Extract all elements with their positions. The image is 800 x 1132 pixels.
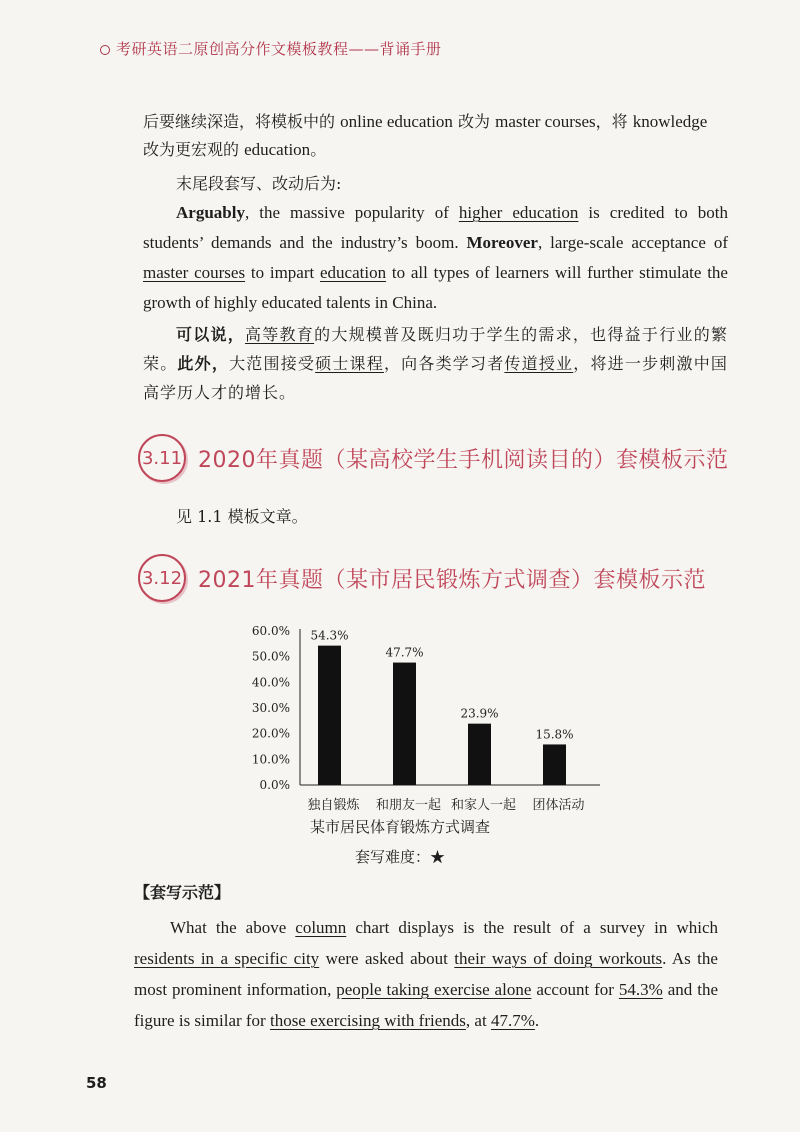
bullet-circle-icon — [100, 45, 110, 55]
underlined-phrase: 54.3% — [618, 980, 663, 999]
underlined-phrase: 传道授业 — [504, 354, 574, 373]
text: . — [534, 1011, 540, 1030]
text: were asked about — [319, 949, 455, 968]
sample-paragraph — [134, 912, 718, 1036]
section-number-badge: 3.12 — [138, 554, 186, 602]
keyword: Arguably — [176, 203, 245, 222]
ending-label: 末尾段套写、改动后为: — [176, 174, 342, 193]
sample-label: 【套写示范】 — [134, 883, 231, 902]
x-tick-label: 和家人一起 — [450, 798, 517, 813]
y-tick-label: 60.0% — [251, 624, 290, 638]
underlined-phrase: column — [295, 918, 347, 937]
text: ，将进一步刺激中国高学历人才的增长。 — [143, 354, 728, 402]
text: What the above — [170, 918, 296, 937]
intro-text: 改为更宏观的 — [143, 140, 245, 159]
y-tick-label: 30.0% — [251, 701, 290, 715]
bar-chart-svg — [240, 620, 610, 820]
underlined-phrase: those exercising with friends — [269, 1011, 466, 1030]
bar — [393, 663, 416, 785]
text: to all types of learners will further stimulate the growth of highly educated talents in China. — [143, 263, 728, 312]
intro-term: education — [244, 140, 311, 159]
section-title: 2021年真题（某市居民锻炼方式调查）套模板示范 — [198, 567, 706, 593]
bar — [543, 744, 566, 785]
underlined-phrase: 47.7% — [490, 1011, 535, 1030]
text: 的大规模普及既归功于学生的需求，也得益于行业的繁荣。 — [143, 325, 728, 373]
data-label: 23.9% — [460, 706, 499, 721]
intro-term: knowledge — [632, 112, 708, 131]
underlined-phrase: people taking exercise alone — [336, 980, 532, 999]
section-heading-3-12 — [138, 552, 706, 604]
text: . As the most prominent information, — [134, 949, 718, 999]
bar — [468, 724, 491, 785]
y-tick-label: 0.0% — [259, 778, 290, 792]
x-tick-label: 和朋友一起 — [375, 798, 442, 813]
page-number: 58 — [86, 1074, 107, 1092]
bar — [318, 646, 341, 785]
intro-text: ，将 — [595, 112, 633, 131]
x-tick-label: 独自锻炼 — [307, 798, 360, 813]
intro-paragraph — [143, 108, 728, 164]
intro-term: master courses — [495, 112, 596, 131]
underlined-phrase: their ways of doing workouts — [454, 949, 663, 968]
y-tick-label: 40.0% — [251, 675, 290, 690]
underlined-phrase: master courses — [143, 263, 246, 282]
section-title: 2020年真题（某高校学生手机阅读目的）套模板示范 — [198, 447, 729, 473]
x-tick-label: 团体活动 — [532, 798, 585, 813]
y-tick-label: 10.0% — [251, 752, 290, 767]
text: to impart — [245, 263, 321, 282]
text: ，向各类学习者 — [383, 354, 505, 373]
text: , large-scale acceptance of — [537, 233, 728, 252]
y-tick-label: 20.0% — [251, 726, 290, 741]
x-axis-title: 某市居民体育锻炼方式调查 — [309, 818, 490, 836]
underlined-phrase: education — [320, 263, 387, 282]
text: , at — [465, 1011, 491, 1030]
see-reference-text: 见 1.1 模板文章。 — [176, 507, 308, 526]
text: chart displays is the result of a survey in which — [346, 918, 718, 937]
text: and the figure is similar for — [134, 980, 718, 1030]
section-heading-3-11 — [138, 432, 729, 484]
running-head-text: 考研英语二原创高分作文模板教程——背诵手册 — [116, 40, 442, 58]
underlined-phrase: 硕士课程 — [315, 354, 384, 373]
intro-term: online education — [340, 112, 453, 131]
intro-text: 改为 — [452, 112, 496, 131]
intro-text: 后要继续深造，将模板中的 — [143, 112, 341, 131]
ending-chinese-paragraph — [143, 320, 728, 407]
data-label: 54.3% — [310, 628, 349, 643]
data-label: 15.8% — [535, 727, 574, 742]
keyword: 可以说， — [176, 325, 246, 344]
ending-english-paragraph — [143, 198, 728, 318]
y-tick-label: 50.0% — [251, 649, 290, 664]
text: , the massive popularity of — [244, 203, 459, 222]
keyword: 此外， — [177, 354, 230, 373]
running-head — [100, 38, 442, 59]
text: is credited to both students’ demands and the industry’s boom. — [143, 203, 728, 252]
difficulty-caption: 套写难度：★ — [354, 848, 445, 866]
section-number-badge: 3.11 — [138, 434, 186, 482]
underlined-phrase: 高等教育 — [245, 325, 315, 344]
intro-text: 。 — [310, 140, 327, 159]
text: account for — [531, 980, 619, 999]
keyword: Moreover — [466, 233, 538, 252]
data-label: 47.7% — [385, 645, 424, 660]
text: 大范围接受 — [229, 354, 316, 373]
underlined-phrase: residents in a specific city — [134, 949, 320, 968]
underlined-phrase: higher education — [458, 203, 579, 222]
